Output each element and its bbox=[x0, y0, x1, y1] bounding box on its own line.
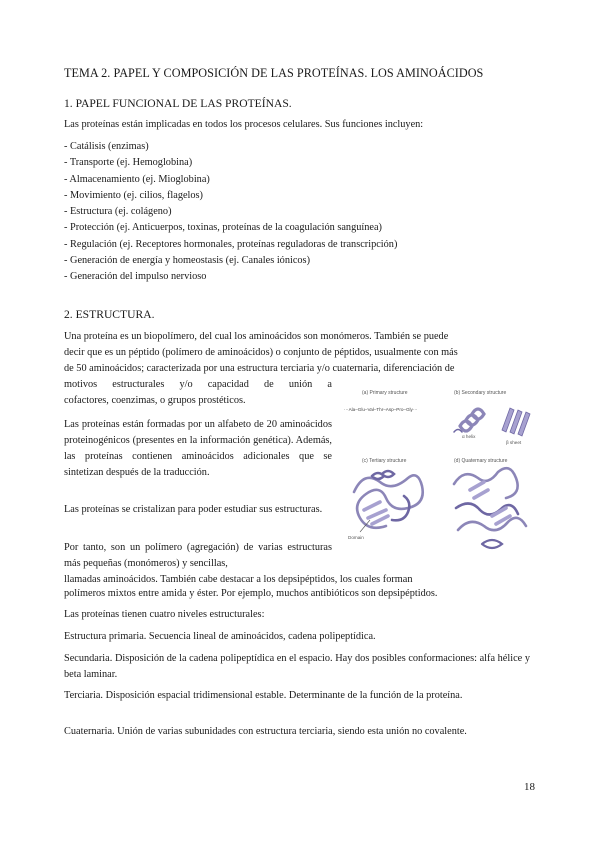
alpha-helix-label: α helix bbox=[462, 434, 476, 439]
list-item: - Protección (ej. Anticuerpos, toxinas, proteínas de la coagulación sanguínea) bbox=[64, 222, 382, 234]
paragraph-3: Las proteínas se cristalizan para poder estudiar sus estructuras. bbox=[64, 504, 323, 515]
list-item: - Generación del impulso nervioso bbox=[64, 271, 207, 283]
section-heading-1: 1. PAPEL FUNCIONAL DE LAS PROTEÍNAS. bbox=[64, 97, 292, 110]
list-item: - Almacenamiento (ej. Mioglobina) bbox=[64, 173, 210, 185]
page-number: 18 bbox=[524, 781, 535, 793]
list-item: - Movimiento (ej. cilios, flagelos) bbox=[64, 189, 203, 201]
alpha-helix-icon bbox=[454, 409, 484, 432]
levels-intro: Las proteínas tienen cuatro niveles estructurales: bbox=[64, 609, 265, 620]
primary-sequence: ···Ala–Glu–Val–Thr–Asp–Pro–Gly··· bbox=[344, 407, 418, 412]
quaternary-structure-icon bbox=[454, 468, 526, 548]
domain-label: Domain bbox=[348, 535, 364, 540]
protein-structure-figure bbox=[342, 384, 534, 560]
page-title: TEMA 2. PAPEL Y COMPOSICIÓN DE LAS PROTEÍNAS. LOS AMINOÁCIDOS bbox=[64, 66, 484, 80]
beta-sheet-label: β sheet bbox=[506, 440, 522, 445]
paragraph-2: Las proteínas están formadas por un alfabeto de 20 aminoácidos proteinogénicos (presentes en la información genética). Además, las proteínas contienen aminoácidos adicionales que se sintetizan después de la traducción. bbox=[64, 419, 332, 478]
panel-a-label: (a) Primary structure bbox=[362, 390, 408, 396]
paragraph-4-narrow: Por tanto, son un polímero (agregación) de varias estructuras más pequeñas (monómeros) y sencillas, bbox=[64, 542, 332, 569]
paragraph-1-line4: motivos estructurales y/o capacidad de unión a bbox=[64, 379, 332, 390]
level-quaternary: Cuaternaria. Unión de varias subunidades con estructura terciaria, siendo esta unión no covalente. bbox=[64, 726, 467, 737]
paragraph-4-line2: polímeros mixtos entre amida y éster. Por ejemplo, muchos antibióticos son depsipéptidos. bbox=[64, 588, 438, 599]
functions-list bbox=[64, 139, 397, 286]
tertiary-structure-icon bbox=[354, 471, 423, 528]
paragraph-1-line5: cofactores, coenzimas, o grupos prostéticos. bbox=[64, 395, 246, 406]
paragraph-1-line1: Una proteína es un biopolímero, del cual los aminoácidos son monómeros. También se puede bbox=[64, 331, 449, 342]
list-item: - Catálisis (enzimas) bbox=[64, 141, 149, 152]
list-item: - Generación de energía y homeostasis (ej. Canales iónicos) bbox=[64, 255, 310, 267]
paragraph-4-line1: llamadas aminoácidos. También cabe destacar a los depsipéptidos, los cuales forman bbox=[64, 574, 413, 585]
level-primary: Estructura primaria. Secuencia lineal de aminoácidos, cadena polipeptídica. bbox=[64, 631, 376, 642]
paragraph-1-line2: decir que es un péptido (polímero de aminoácidos) o conjunto de péptidos, usualmente con más bbox=[64, 347, 458, 358]
panel-b-label: (b) Secondary structure bbox=[454, 390, 507, 396]
panel-c-label: (c) Tertiary structure bbox=[362, 458, 407, 464]
section-heading-2: 2. ESTRUCTURA. bbox=[64, 308, 155, 321]
level-tertiary: Terciaria. Disposición espacial tridimensional estable. Determinante de la función de la proteína. bbox=[64, 690, 463, 701]
paragraph-1-line3: de 50 aminoácidos; caracterizada por una estructura terciaria y/o cuaternaria, diferenciación de bbox=[64, 363, 455, 374]
section1-intro: Las proteínas están implicadas en todos los procesos celulares. Sus funciones incluyen: bbox=[64, 119, 424, 130]
list-item: - Estructura (ej. colágeno) bbox=[64, 206, 172, 218]
beta-sheet-icon bbox=[502, 408, 530, 436]
level-secondary: Secundaria. Disposición de la cadena polipeptídica en el espacio. Hay dos posibles conformaciones: alfa hélice y beta laminar. bbox=[64, 653, 530, 680]
list-item: - Transporte (ej. Hemoglobina) bbox=[64, 157, 193, 169]
panel-d-label: (d) Quaternary structure bbox=[454, 458, 508, 464]
list-item: - Regulación (ej. Receptores hormonales, proteínas reguladoras de transcripción) bbox=[64, 238, 398, 250]
